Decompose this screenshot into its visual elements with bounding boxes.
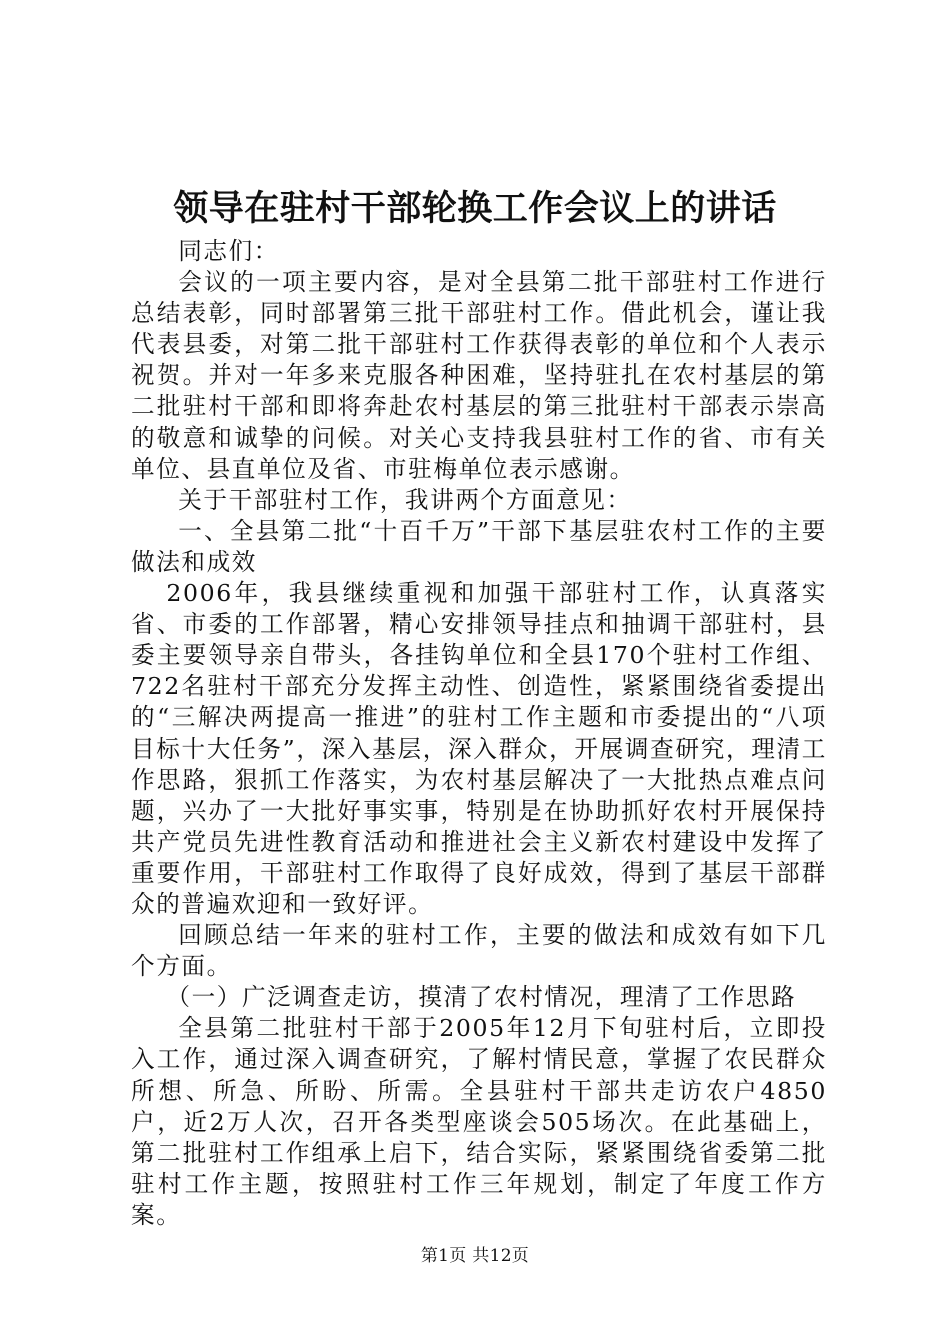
body-paragraph: 全县第二批驻村干部于2005年12月下旬驻村后，立即投入工作，通过深入调查研究，了解村情民意，掌握了农民群众所想、所急、所盼、所需。全县驻村干部共走访农户4850户，近2万人次，召开各类型座谈会505场次。在此基础上，第二批驻村工作组承上启下，结合实际，紧紧围绕省委第二批驻村工作主题，按照驻村工作三年规划，制定了年度工作方案。 — [131, 1014, 827, 1229]
body-paragraph: 2006年，我县继续重视和加强干部驻村工作，认真落实省、市委的工作部署，精心安排领导挂点和抽调干部驻村，县委主要领导亲自带头，各挂钩单位和全县170个驻村工作组、722名驻村干部充分发挥主动性、创造性，紧紧围绕省委提出的“三解决两提高一推进”的驻村工作主题和市委提出的“八项目标十大任务”，深入基层，深入群众，开展调查研究，理清工作思路，狠抓工作落实，为农村基层解决了一大批热点难点问题，兴办了一大批好事实事，特别是在协助抓好农村开展保持共产党员先进性教育活动和推进社会主义新农村建设中发挥了重要作用，干部驻村工作取得了良好成效，得到了基层干部群众的普遍欢迎和一致好评。 — [131, 579, 827, 918]
page-number: 第1页 共12页 — [420, 1246, 530, 1266]
document-body — [131, 236, 827, 1231]
body-paragraph: 会议的一项主要内容，是对全县第二批干部驻村工作进行总结表彰，同时部署第三批干部驻村工作。借此机会，谨让我代表县委，对第二批干部驻村工作获得表彰的单位和个人表示祝贺。并对一年多来克服各种困难，坚持驻扎在农村基层的第二批驻村干部和即将奔赴农村基层的第三批驻村干部表示崇高的敬意和诚挚的问候。对关心支持我县驻村工作的省、市有关单位、县直单位及省、市驻梅单位表示感谢。 — [131, 268, 827, 483]
document-title: 领导在驻村干部轮换工作会议上的讲话 — [173, 188, 777, 229]
body-paragraph: 回顾总结一年来的驻村工作，主要的做法和成效有如下几个方面。 — [131, 921, 827, 981]
subsection-heading: （一）广泛调查走访，摸清了农村情况，理清了工作思路 — [166, 983, 797, 1012]
salutation-paragraph: 同志们： — [178, 237, 279, 265]
body-paragraph: 关于干部驻村工作，我讲两个方面意见： — [178, 485, 632, 514]
section-heading: 一、全县第二批“十百千万”干部下基层驻农村工作的主要做法和成效 — [131, 516, 827, 576]
